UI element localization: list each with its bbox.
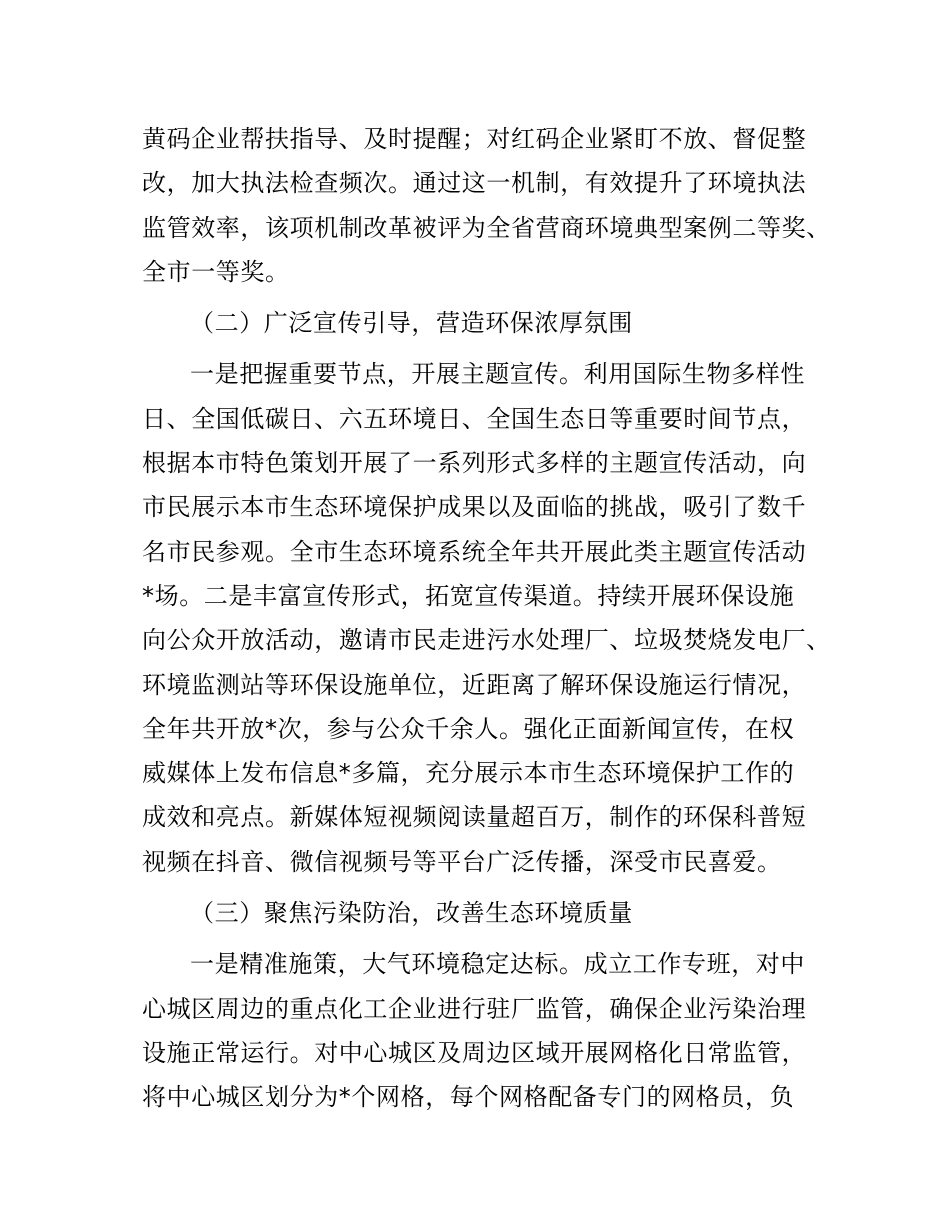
text-line: 市民展示本市生态环境保护成果以及面临的挑战，吸引了数千 bbox=[142, 493, 807, 522]
text-line: 日、全国低碳日、六五环境日、全国生态日等重要时间节点， bbox=[142, 404, 807, 433]
body-text bbox=[142, 117, 831, 1120]
text-line: 监管效率，该项机制改革被评为全省营商环境典型案例二等奖、 bbox=[142, 213, 831, 242]
text-line: 全市一等奖。 bbox=[142, 257, 290, 286]
paragraph-three bbox=[142, 942, 822, 1119]
text-line: 一是精准施策，大气环境稳定达标。成立工作专班，对中 bbox=[190, 950, 805, 979]
text-line: 全年共开放*次，参与公众千余人。强化正面新闻宣传，在权 bbox=[142, 714, 795, 743]
text-line: 根据本市特色策划开展了一系列形式多样的主题宣传活动，向 bbox=[142, 449, 807, 478]
paragraph-top bbox=[142, 117, 831, 294]
paragraph-two bbox=[142, 352, 831, 884]
text-line: 成效和亮点。新媒体短视频阅读量超百万，制作的环保科普短 bbox=[142, 803, 807, 832]
text-line: 威媒体上发布信息*多篇，充分展示本市生态环境保护工作的 bbox=[142, 759, 795, 788]
text-line: *场。二是丰富宣传形式，拓宽宣传渠道。持续开展环保设施 bbox=[142, 581, 795, 610]
section-heading-two: （二）广泛宣传引导，营造环保浓厚氛围 bbox=[190, 309, 633, 338]
text-line: 设施正常运行。对中心城区及周边区域开展网格化日常监管， bbox=[142, 1038, 807, 1067]
text-line: 改，加大执法检查频次。通过这一机制，有效提升了环境执法 bbox=[142, 169, 807, 198]
text-line: 视频在抖音、微信视频号等平台广泛传播，深受市民喜爱。 bbox=[142, 847, 782, 876]
text-line: 黄码企业帮扶指导、及时提醒；对红码企业紧盯不放、督促整 bbox=[142, 125, 807, 153]
text-line: 环境监测站等环保设施单位，近距离了解环保设施运行情况， bbox=[142, 670, 807, 699]
text-line: 心城区周边的重点化工企业进行驻厂监管，确保企业污染治理 bbox=[142, 994, 807, 1023]
section-heading-three: （三）聚焦污染防治，改善生态环境质量 bbox=[190, 899, 633, 928]
text-line: 一是把握重要节点，开展主题宣传。利用国际生物多样性 bbox=[190, 360, 805, 389]
text-line: 将中心城区划分为*个网格，每个网格配备专门的网格员，负 bbox=[142, 1083, 795, 1112]
text-line: 名市民参观。全市生态环境系统全年共开展此类主题宣传活动 bbox=[142, 537, 807, 566]
text-line: 向公众开放活动，邀请市民走进污水处理厂、垃圾焚烧发电厂、 bbox=[142, 626, 831, 655]
